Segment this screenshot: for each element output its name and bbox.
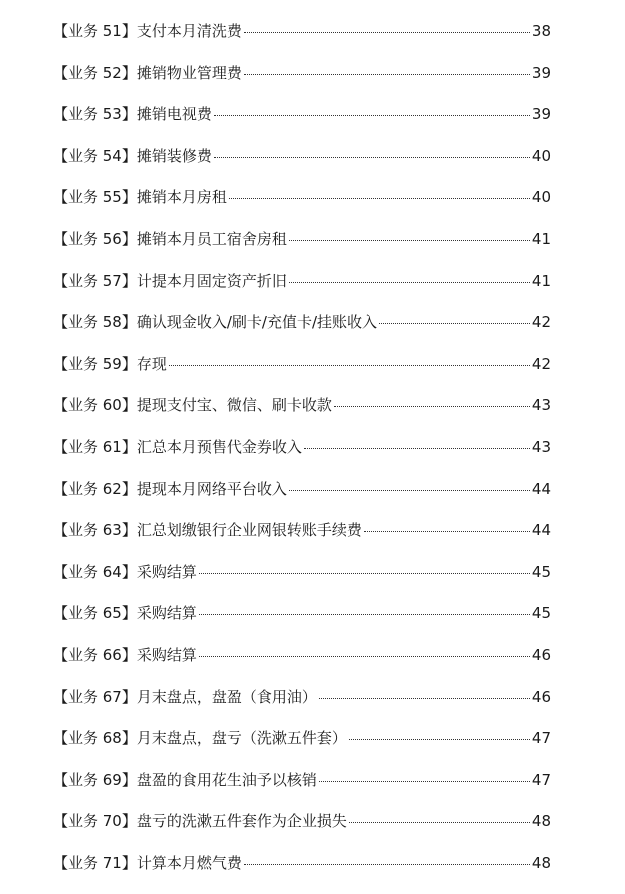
- dot-leader: [289, 490, 530, 491]
- dot-leader: [214, 157, 530, 158]
- toc-entry-page-number: 46: [531, 687, 551, 706]
- toc-entry-title: 【业务 51】支付本月清洗费: [53, 22, 242, 40]
- toc-entry[interactable]: [53, 59, 551, 101]
- toc-entry-title: 【业务 62】提现本月网络平台收入: [53, 479, 287, 498]
- toc-entry[interactable]: [53, 433, 551, 475]
- dot-leader: [199, 573, 530, 574]
- toc-entry[interactable]: [53, 100, 551, 142]
- dot-leader: [244, 74, 530, 75]
- toc-entry-page-number: 48: [531, 853, 551, 872]
- dot-leader: [319, 781, 530, 782]
- toc-entry-title: 【业务 52】摊销物业管理费: [53, 63, 242, 82]
- dot-leader: [229, 198, 530, 199]
- toc-entry-title: 【业务 54】摊销装修费: [53, 146, 212, 165]
- toc-entry[interactable]: [53, 267, 551, 309]
- dot-leader: [379, 323, 530, 324]
- toc-entry-page-number: 40: [531, 188, 551, 207]
- toc-entry-page-number: 43: [531, 437, 551, 456]
- toc-entry[interactable]: [53, 183, 551, 225]
- toc-entry-page-number: 44: [531, 521, 551, 540]
- dot-leader: [289, 240, 530, 241]
- toc-entry[interactable]: [53, 475, 551, 517]
- toc-entry-title: 【业务 70】盘亏的洗漱五件套作为企业损失: [53, 812, 347, 831]
- dot-leader: [244, 864, 530, 865]
- dot-leader: [199, 656, 530, 657]
- toc-entry-page-number: 47: [531, 729, 551, 748]
- toc-entry-title: 【业务 56】摊销本月员工宿舍房租: [53, 229, 287, 248]
- toc-entry-page-number: 38: [531, 22, 551, 40]
- toc-entry-title: 【业务 63】汇总划缴银行企业网银转账手续费: [53, 521, 362, 540]
- toc-entry[interactable]: [53, 516, 551, 558]
- toc-entry-page-number: 46: [531, 645, 551, 664]
- toc-entry-title: 【业务 61】汇总本月预售代金券收入: [53, 437, 302, 456]
- toc-entry[interactable]: [53, 225, 551, 267]
- toc-entry-title: 【业务 64】采购结算: [53, 562, 197, 581]
- dot-leader: [364, 531, 530, 532]
- dot-leader: [199, 614, 530, 615]
- toc-entry-title: 【业务 57】计提本月固定资产折旧: [53, 271, 287, 290]
- toc-entry-title: 【业务 67】月末盘点，盘盈（食用油）: [53, 687, 317, 706]
- toc-entry-title: 【业务 53】摊销电视费: [53, 105, 212, 124]
- toc-entry[interactable]: [53, 391, 551, 433]
- toc-entry-title: 【业务 60】提现支付宝、微信、刷卡收款: [53, 396, 332, 415]
- toc-entry-title: 【业务 71】计算本月燃气费: [53, 853, 242, 872]
- toc-entry-page-number: 45: [531, 562, 551, 581]
- toc-entry[interactable]: [53, 558, 551, 600]
- dot-leader: [319, 698, 530, 699]
- toc-entry-page-number: 42: [531, 354, 551, 373]
- toc-entry[interactable]: [53, 17, 551, 59]
- toc-entry[interactable]: [53, 641, 551, 683]
- toc-entry-page-number: 39: [531, 105, 551, 124]
- toc-entry-page-number: 41: [531, 229, 551, 248]
- toc-entry-title: 【业务 58】确认现金收入/刷卡/充值卡/挂账收入: [53, 313, 378, 332]
- toc-entry[interactable]: [53, 599, 551, 641]
- dot-leader: [169, 365, 530, 366]
- dot-leader: [214, 115, 530, 116]
- toc-entry-title: 【业务 55】摊销本月房租: [53, 188, 227, 207]
- toc-entry[interactable]: [53, 766, 551, 808]
- dot-leader: [289, 282, 530, 283]
- dot-leader: [304, 448, 530, 449]
- toc-entry-page-number: 48: [531, 812, 551, 831]
- dot-leader: [334, 406, 530, 407]
- toc-entry[interactable]: [53, 350, 551, 392]
- toc-entry-title: 【业务 66】采购结算: [53, 645, 197, 664]
- toc-entry-page-number: 39: [531, 63, 551, 82]
- toc-entry[interactable]: [53, 142, 551, 184]
- toc-entry-page-number: 45: [531, 604, 551, 623]
- toc-entry[interactable]: [53, 724, 551, 766]
- toc-entry-page-number: 42: [531, 313, 551, 332]
- toc-entry-page-number: 43: [531, 396, 551, 415]
- toc-entry-page-number: 44: [531, 479, 551, 498]
- toc-entry[interactable]: [53, 308, 551, 350]
- dot-leader: [349, 739, 530, 740]
- table-of-contents: [53, 17, 551, 890]
- toc-entry-title: 【业务 69】盘盈的食用花生油予以核销: [53, 770, 317, 789]
- toc-entry-title: 【业务 68】月末盘点，盘亏（洗漱五件套）: [53, 729, 347, 748]
- toc-entry-page-number: 40: [531, 146, 551, 165]
- toc-entry[interactable]: [53, 807, 551, 849]
- toc-entry-page-number: 41: [531, 271, 551, 290]
- toc-entry-title: 【业务 65】采购结算: [53, 604, 197, 623]
- toc-entry-title: 【业务 59】存现: [53, 354, 167, 373]
- toc-entry-page-number: 47: [531, 770, 551, 789]
- toc-entry[interactable]: [53, 683, 551, 725]
- toc-entry[interactable]: [53, 849, 551, 891]
- dot-leader: [349, 822, 530, 823]
- dot-leader: [244, 32, 530, 33]
